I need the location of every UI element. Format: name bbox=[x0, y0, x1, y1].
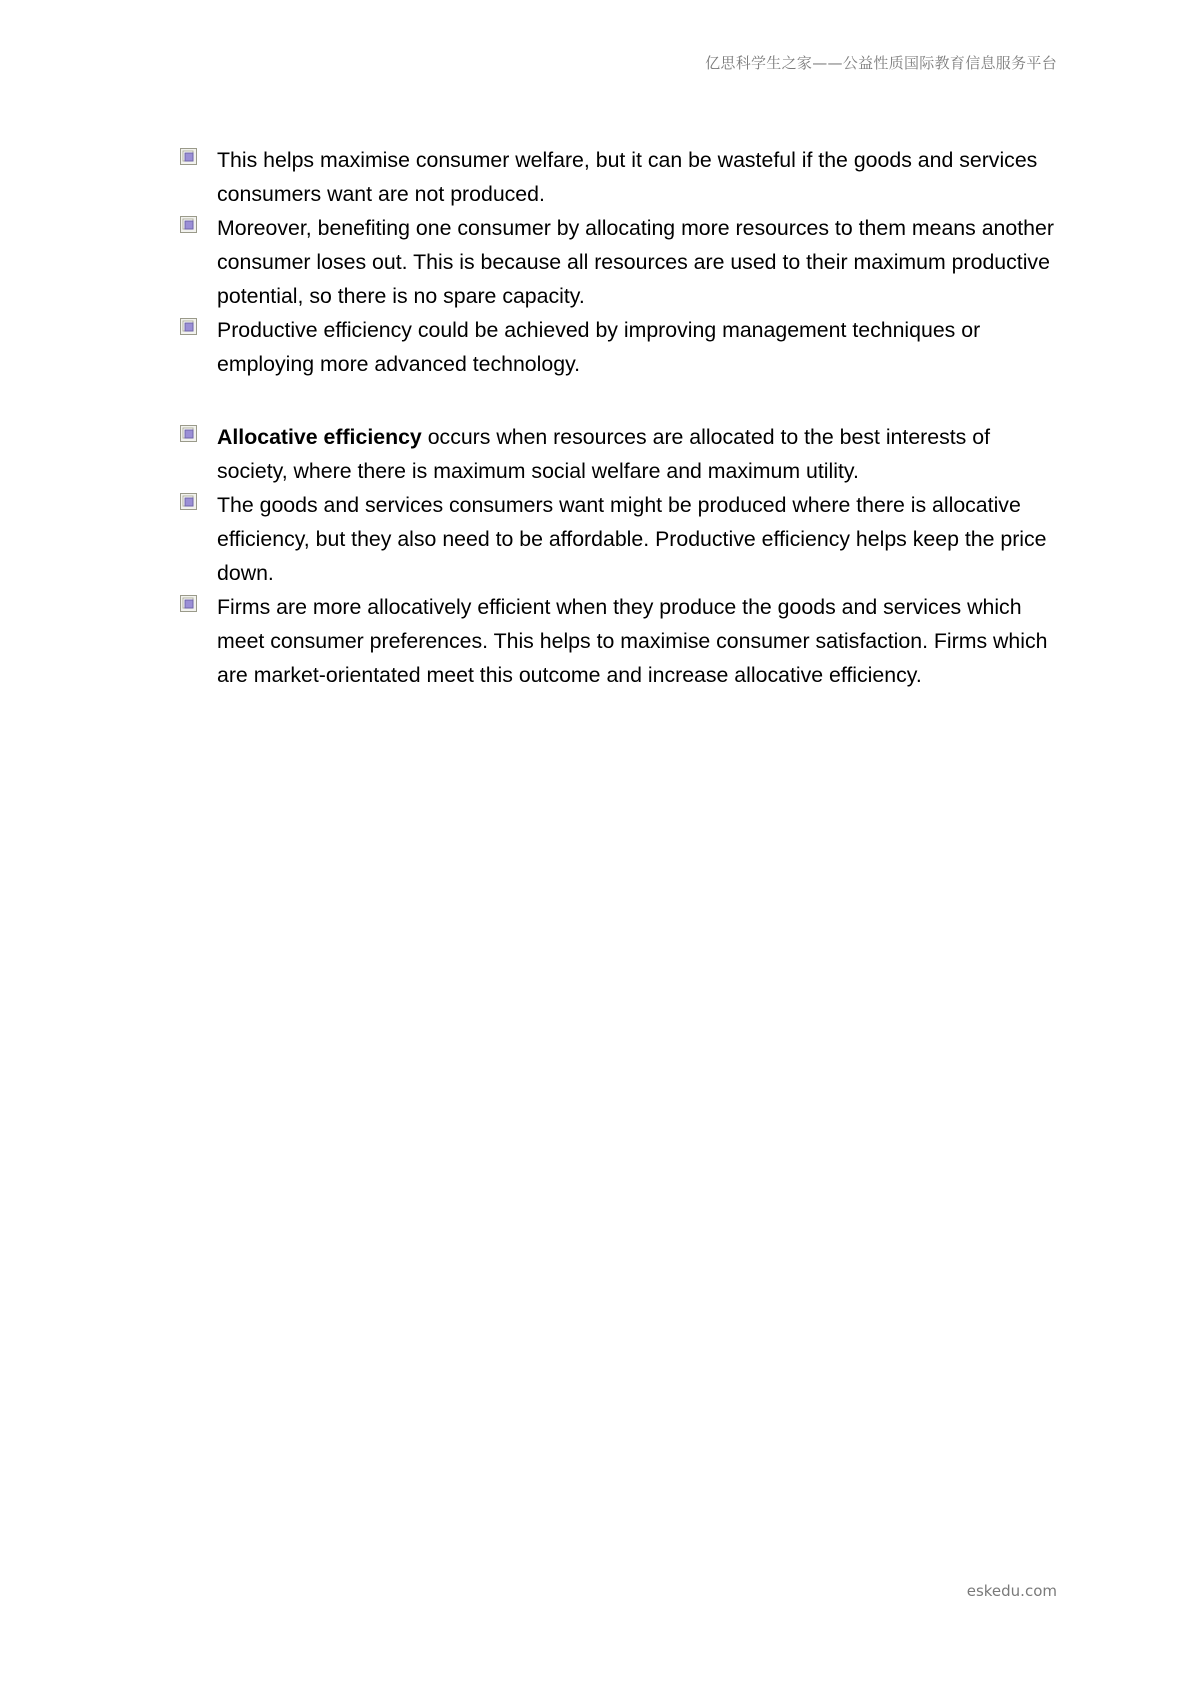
square-bullet-icon bbox=[180, 216, 197, 233]
list-item bbox=[180, 420, 1060, 488]
bullet-list-allocative bbox=[180, 420, 1060, 692]
square-bullet-icon bbox=[180, 493, 197, 510]
list-item-text: Firms are more allocatively efficient when they produce the goods and services which meet consumer preferences. This helps to maximise consumer satisfaction. Firms which are market-orientated meet this outcome and increase allocative efficiency. bbox=[217, 595, 1048, 687]
bullet-list-productive bbox=[180, 143, 1060, 381]
square-bullet-icon bbox=[180, 595, 197, 612]
list-item bbox=[180, 488, 1060, 590]
list-item bbox=[180, 590, 1060, 692]
square-bullet-icon bbox=[180, 425, 197, 442]
list-item-text bbox=[217, 425, 990, 483]
list-item-text: Productive efficiency could be achieved by improving management techniques or employing more advanced technology. bbox=[217, 318, 981, 376]
list-item-text: This helps maximise consumer welfare, but it can be wasteful if the goods and services consumers want are not produced. bbox=[217, 148, 1038, 206]
term-definition: occurs when resources are allocated to the best interests of society, where there is maximum social welfare and maximum utility. bbox=[217, 425, 990, 483]
list-item bbox=[180, 143, 1060, 211]
term-allocative-efficiency: Allocative efficiency bbox=[217, 425, 422, 449]
page-header: 亿思科学生之家——公益性质国际教育信息服务平台 bbox=[705, 54, 1057, 72]
list-item bbox=[180, 313, 1060, 381]
square-bullet-icon bbox=[180, 148, 197, 165]
document-body bbox=[180, 143, 1060, 692]
list-item-text: Moreover, benefiting one consumer by allocating more resources to them means another consumer loses out. This is because all resources are used to their maximum productive potential, so there is no spare capacity. bbox=[217, 216, 1054, 308]
page-footer: eskedu.com bbox=[966, 1582, 1057, 1600]
square-bullet-icon bbox=[180, 318, 197, 335]
list-item bbox=[180, 211, 1060, 313]
list-item-text: The goods and services consumers want might be produced where there is allocative efficiency, but they also need to be affordable. Productive efficiency helps keep the price down. bbox=[217, 493, 1047, 585]
